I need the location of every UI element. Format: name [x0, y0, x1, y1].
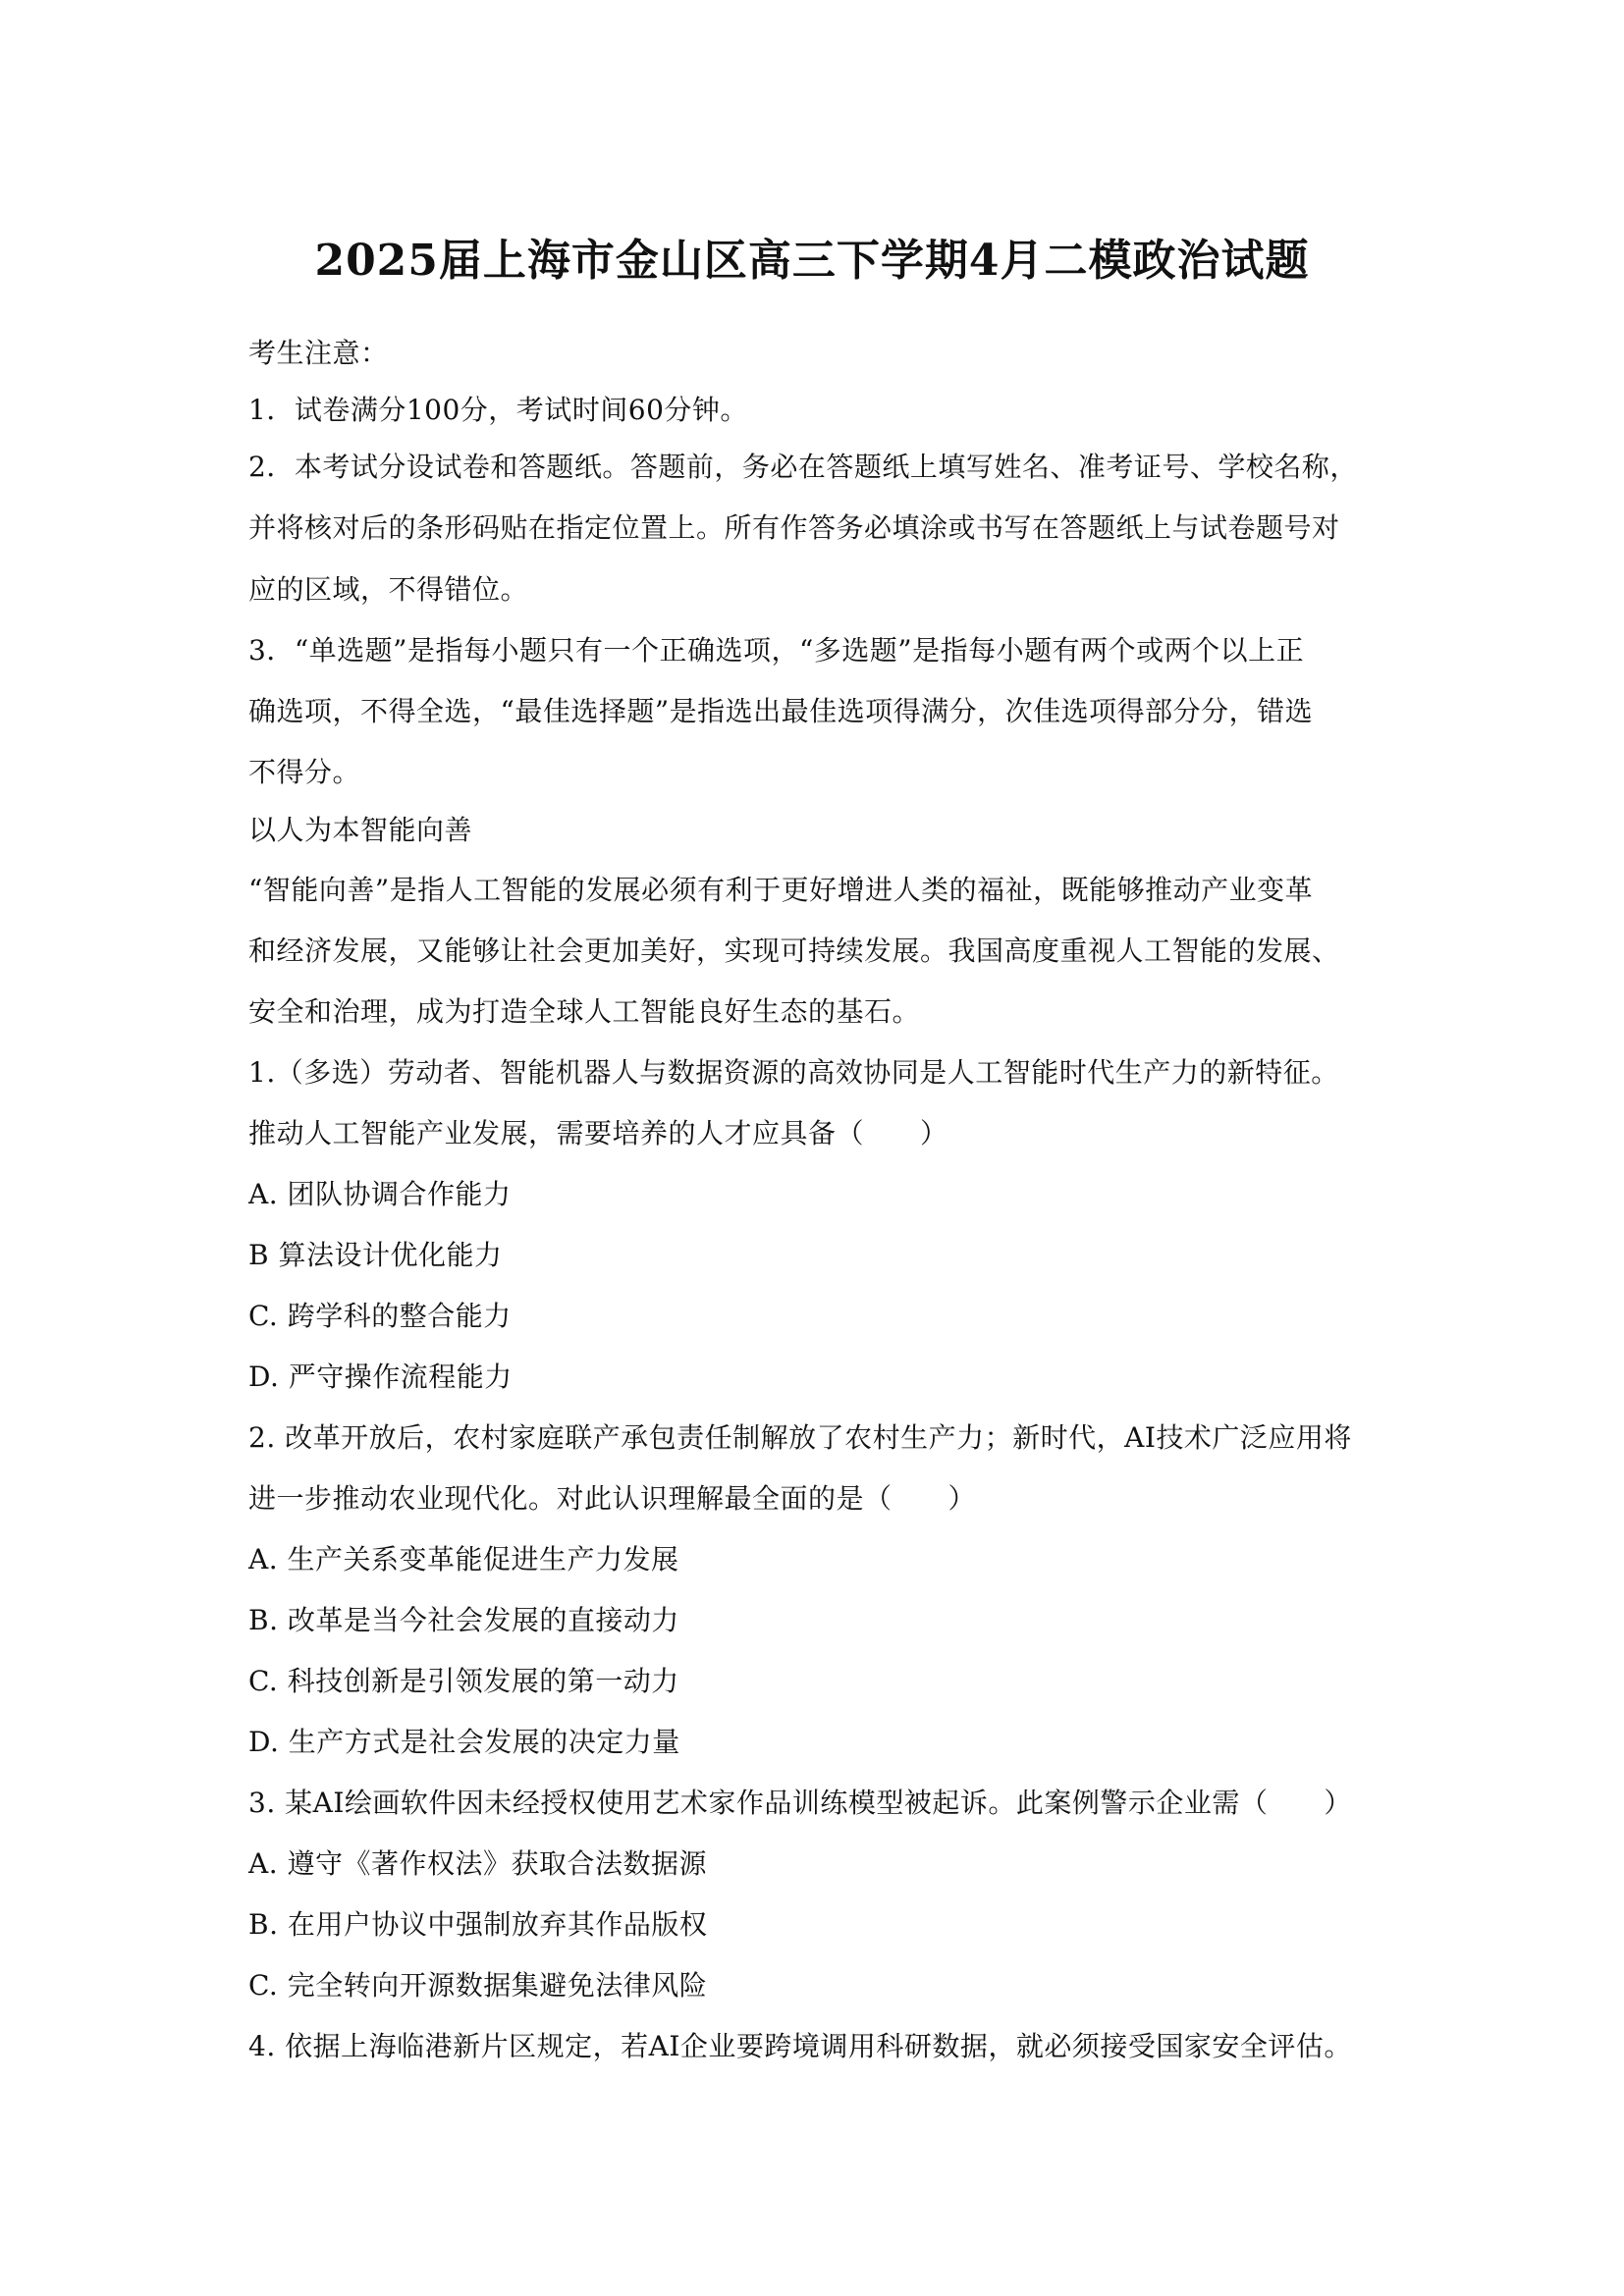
question-3-option-b: B. 在用户协议中强制放弃其作品版权 — [248, 1908, 708, 1941]
section-intro: 安全和治理，成为打造全球人工智能良好生态的基石。 — [248, 995, 921, 1028]
question-1-option-c: C. 跨学科的整合能力 — [248, 1300, 512, 1332]
question-3-option-c: C. 完全转向开源数据集避免法律风险 — [248, 1969, 708, 2002]
question-1-stem: 1.（多选）劳动者、智能机器人与数据资源的高效协同是人工智能时代生产力的新特征。 — [248, 1056, 1339, 1089]
question-2-stem: 进一步推动农业现代化。对此认识理解最全面的是（ ） — [248, 1482, 977, 1515]
notice-item-2: 2．本考试分设试卷和答题纸。答题前，务必在答题纸上填写姓名、准考证号、学校名称， — [248, 451, 1358, 483]
question-2-option-d: D. 生产方式是社会发展的决定力量 — [248, 1726, 680, 1758]
section-heading: 以人为本智能向善 — [248, 814, 473, 846]
notice-item-2-cont: 应的区域，不得错位。 — [248, 573, 529, 606]
notice-item-2-cont: 并将核对后的条形码贴在指定位置上。所有作答务必填涂或书写在答题纸上与试卷题号对 — [248, 511, 1340, 544]
question-3-stem: 3. 某AI绘画软件因未经授权使用艺术家作品训练模型被起诉。此案例警示企业需（ ） — [248, 1787, 1352, 1819]
question-2-option-b: B. 改革是当今社会发展的直接动力 — [248, 1604, 679, 1636]
question-1-option-d: D. 严守操作流程能力 — [248, 1361, 513, 1393]
notice-item-1: 1．试卷满分100分，考试时间60分钟。 — [248, 394, 748, 426]
notice-item-3-cont: 确选项，不得全选，“最佳选择题”是指选出最佳选项得满分，次佳选项得部分分，错选 — [248, 695, 1314, 727]
question-1-option-b: B 算法设计优化能力 — [248, 1239, 503, 1271]
question-2-option-a: A. 生产关系变革能促进生产力发展 — [248, 1543, 679, 1575]
question-2-option-c: C. 科技创新是引领发展的第一动力 — [248, 1665, 679, 1697]
question-1-option-a: A. 团队协调合作能力 — [248, 1178, 512, 1210]
question-1-stem: 推动人工智能产业发展，需要培养的人才应具备（ ） — [248, 1117, 948, 1149]
notice-heading: 考生注意： — [248, 337, 389, 369]
question-4-stem: 4. 依据上海临港新片区规定，若AI企业要跨境调用科研数据，就必须接受国家安全评估。 — [248, 2030, 1352, 2062]
section-intro: “智能向善”是指人工智能的发展必须有利于更好增进人类的福祉，既能够推动产业变革 — [248, 874, 1314, 906]
question-2-stem: 2. 改革开放后，农村家庭联产承包责任制解放了农村生产力；新时代，AI技术广泛应用将 — [248, 1421, 1352, 1454]
page-title: 2025届上海市金山区高三下学期4月二模政治试题 — [314, 236, 1310, 286]
notice-item-3-cont: 不得分。 — [248, 756, 361, 788]
question-3-option-a: A. 遵守《著作权法》获取合法数据源 — [248, 1847, 708, 1880]
section-intro: 和经济发展，又能够让社会更加美好，实现可持续发展。我国高度重视人工智能的发展、 — [248, 934, 1340, 967]
notice-item-3: 3．“单选题”是指每小题只有一个正确选项，“多选题”是指每小题有两个或两个以上正 — [248, 634, 1305, 667]
